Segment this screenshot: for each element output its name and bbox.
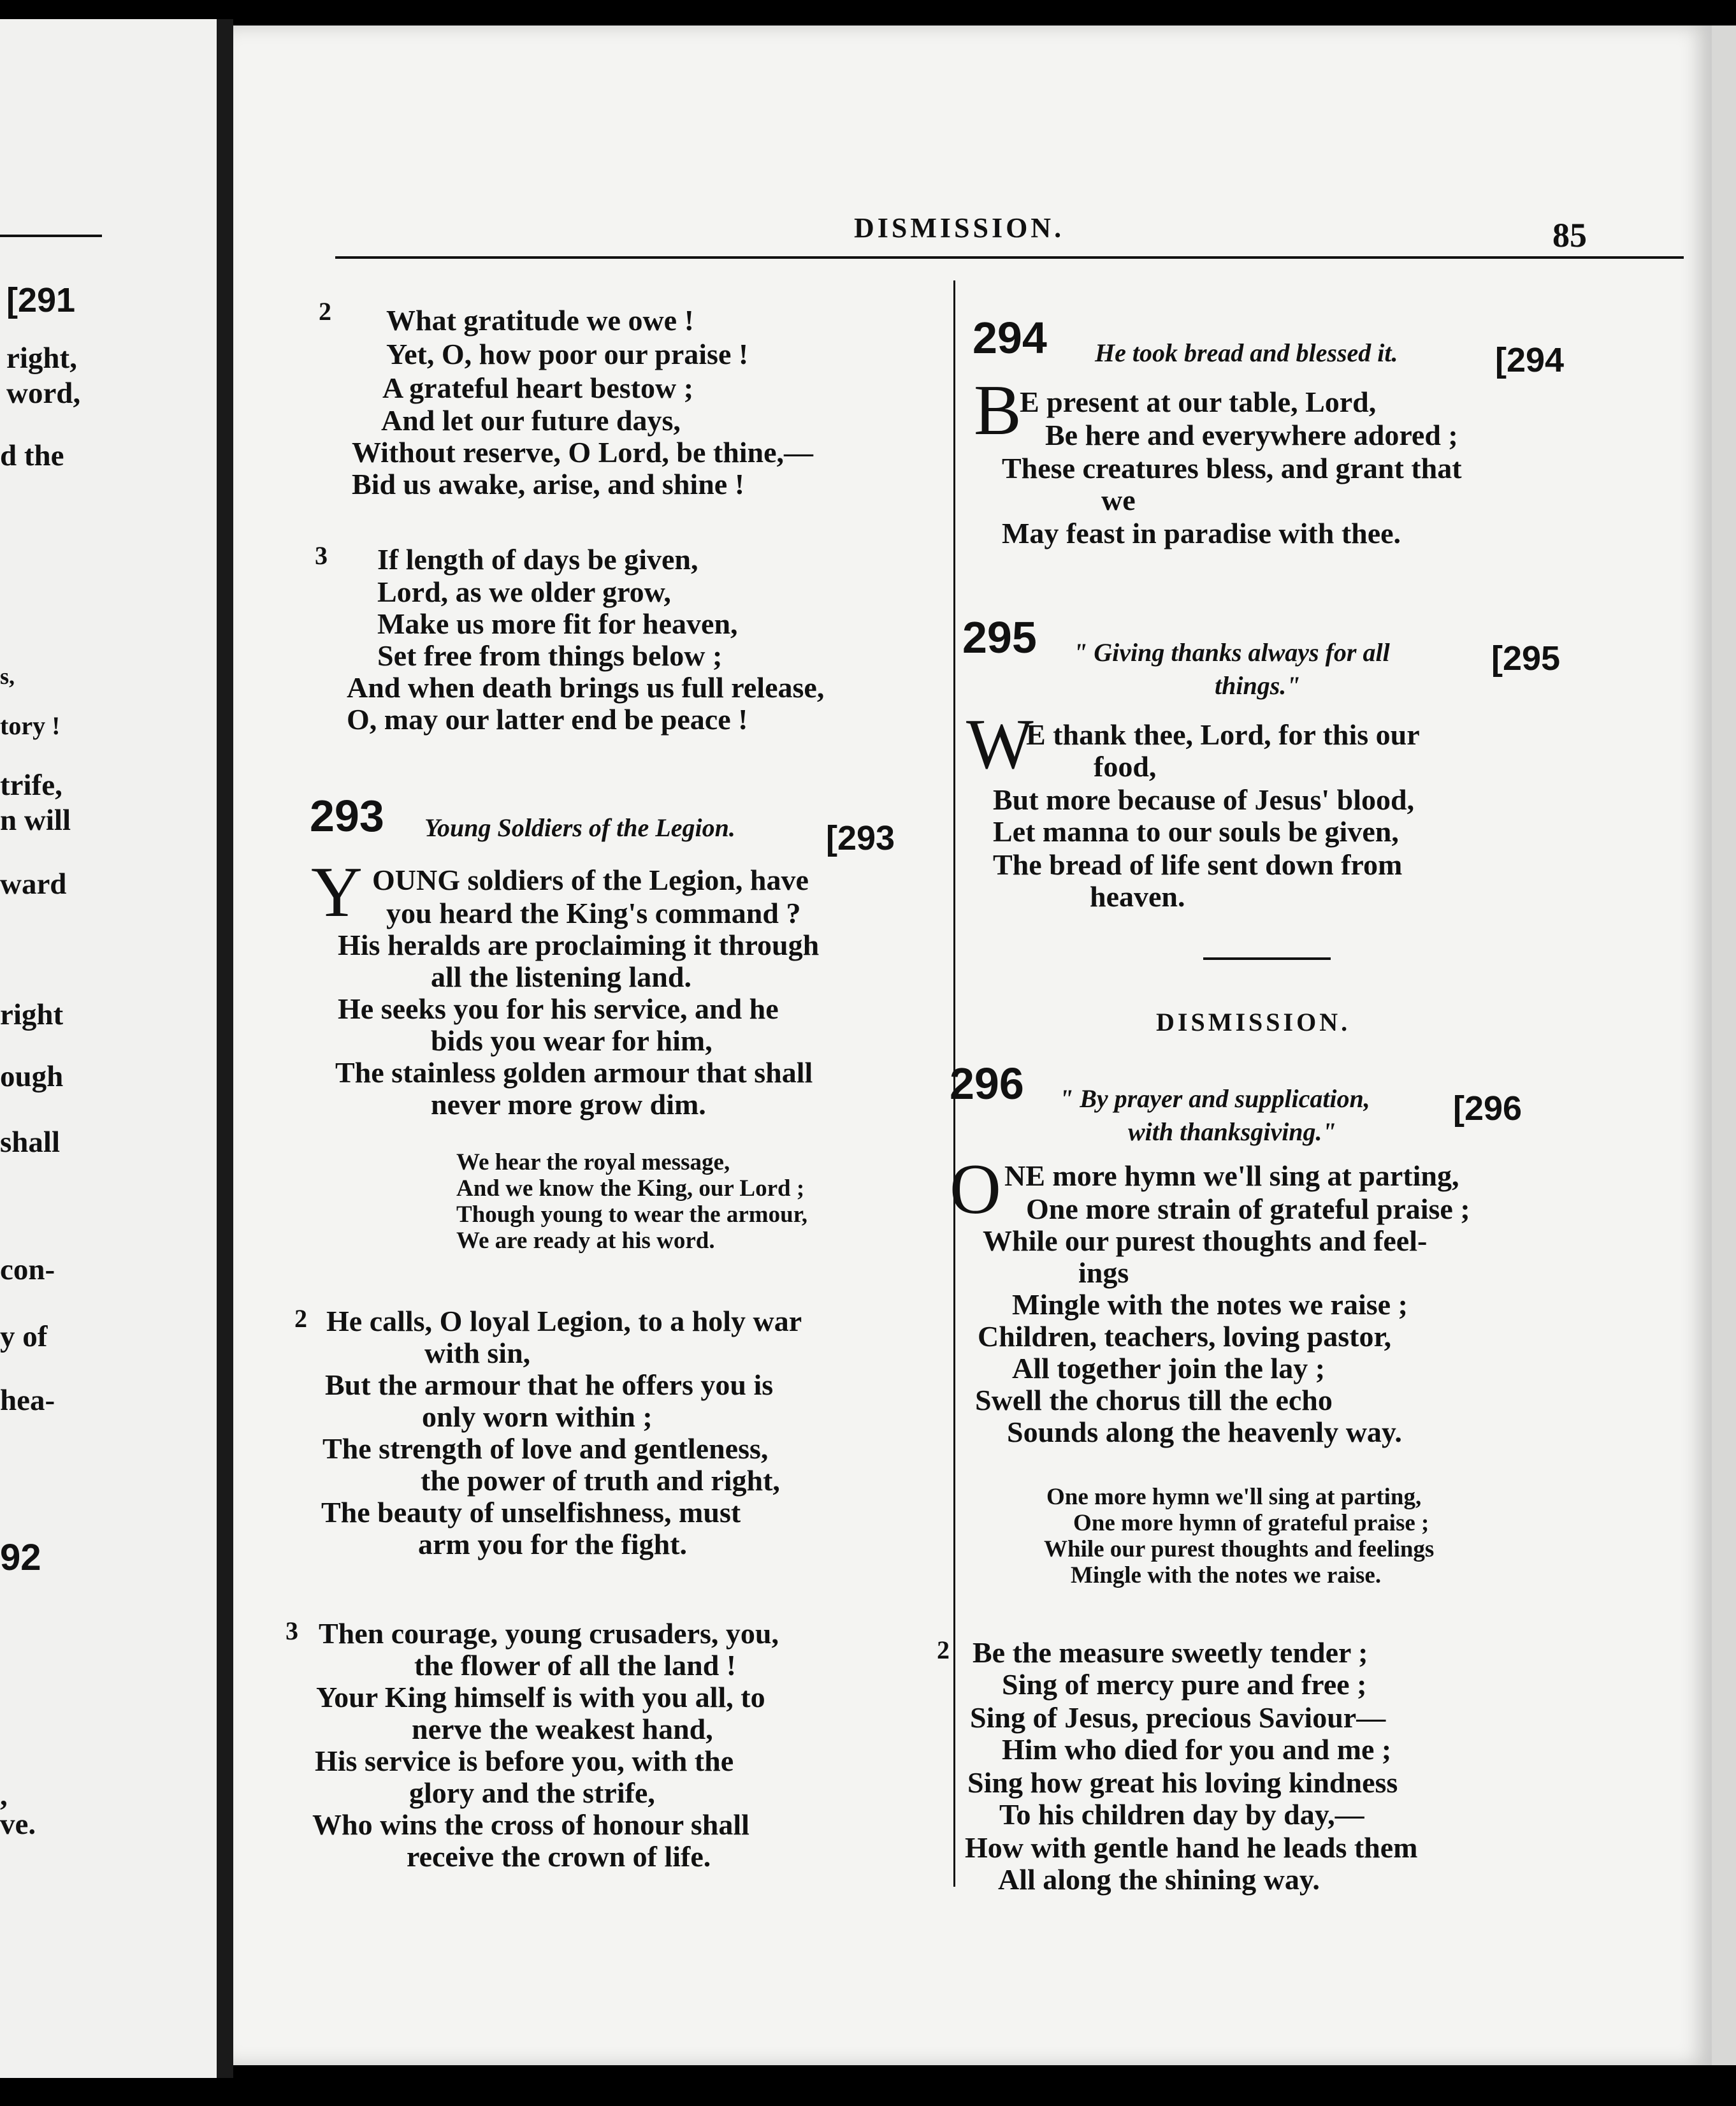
verse-line: Let manna to our souls be given, bbox=[993, 815, 1399, 848]
verse-line: He calls, O loyal Legion, to a holy war bbox=[326, 1305, 802, 1337]
drop-cap: W bbox=[966, 705, 1034, 784]
verse-line: May feast in paradise with thee. bbox=[1002, 517, 1401, 549]
verse-line: with sin, bbox=[424, 1337, 531, 1369]
verse-line: nerve the weakest hand, bbox=[412, 1713, 713, 1745]
verse-number: 2 bbox=[319, 297, 331, 326]
verse-line: never more grow dim. bbox=[431, 1088, 706, 1121]
hymn-title: things." bbox=[1215, 671, 1301, 700]
left-fragment: y of bbox=[0, 1320, 48, 1353]
verse-line: Mingle with the notes we raise ; bbox=[1012, 1288, 1408, 1321]
section-heading: DISMISSION. bbox=[1156, 1008, 1351, 1036]
verse-line: While our purest thoughts and feel- bbox=[983, 1224, 1428, 1257]
left-fragment: [291 bbox=[6, 281, 76, 319]
verse-line: Who wins the cross of honour shall bbox=[312, 1808, 749, 1841]
verse-line: But more because of Jesus' blood, bbox=[993, 783, 1415, 816]
verse-number: 2 bbox=[294, 1304, 307, 1333]
verse-line: Swell the chorus till the echo bbox=[975, 1384, 1333, 1416]
verse-line: One more strain of grateful praise ; bbox=[1026, 1193, 1470, 1225]
verse-line: And let our future days, bbox=[381, 404, 681, 437]
verse-line: Him who died for you and me ; bbox=[1002, 1733, 1392, 1766]
left-fragment: hea- bbox=[0, 1384, 55, 1417]
verse-line: Sing of mercy pure and free ; bbox=[1002, 1668, 1367, 1701]
hymn-reference: [293 bbox=[826, 819, 895, 857]
verse-line: He seeks you for his service, and he bbox=[338, 992, 779, 1025]
verse-line: all the listening land. bbox=[431, 961, 691, 993]
left-fragment: n will bbox=[0, 804, 71, 837]
verse-line: Yet, O, how poor our praise ! bbox=[386, 338, 749, 370]
verse-line: only worn within ; bbox=[422, 1400, 653, 1433]
left-fragment: right, bbox=[6, 342, 77, 375]
hymn-reference: [295 bbox=[1491, 639, 1561, 678]
drop-cap: O bbox=[950, 1150, 1001, 1229]
left-fragment: word, bbox=[6, 377, 81, 410]
verse-number: 2 bbox=[937, 1636, 950, 1664]
hymn-number: 295 bbox=[962, 613, 1037, 662]
verse-line: NE more hymn we'll sing at parting, bbox=[1004, 1159, 1459, 1192]
verse-line: receive the crown of life. bbox=[407, 1840, 711, 1873]
verse-line: bids you wear for him, bbox=[431, 1024, 712, 1057]
book-gutter bbox=[217, 19, 233, 2078]
chorus-line: Though young to wear the armour, bbox=[456, 1202, 807, 1228]
verse-line: arm you for the fight. bbox=[418, 1528, 688, 1560]
hymn-number: 294 bbox=[973, 313, 1047, 363]
left-fragment: 92 bbox=[0, 1537, 41, 1578]
verse-line: The beauty of unselfishness, must bbox=[321, 1496, 741, 1529]
left-fragment: , bbox=[0, 1779, 8, 1812]
chorus-line: And we know the King, our Lord ; bbox=[456, 1175, 805, 1202]
hymn-reference: [296 bbox=[1453, 1089, 1523, 1128]
left-fragment: s, bbox=[0, 664, 15, 689]
verse-line: we bbox=[1101, 484, 1136, 516]
left-fragment: right bbox=[0, 998, 64, 1031]
verse-line: A grateful heart bestow ; bbox=[382, 372, 694, 404]
verse-line: And when death brings us full release, bbox=[347, 671, 825, 704]
chorus-line: We are ready at his word. bbox=[456, 1228, 715, 1254]
verse-line: If length of days be given, bbox=[377, 543, 698, 576]
left-page bbox=[0, 19, 217, 2078]
hymn-title: Young Soldiers of the Legion. bbox=[424, 813, 735, 842]
verse-line: the power of truth and right, bbox=[421, 1464, 780, 1497]
verse-line: His heralds are proclaiming it through bbox=[338, 929, 820, 961]
verse-line: Lord, as we older grow, bbox=[377, 576, 671, 608]
verse-line: OUNG soldiers of the Legion, have bbox=[372, 864, 809, 896]
section-rule bbox=[1203, 957, 1331, 960]
verse-line: heaven. bbox=[1090, 880, 1185, 913]
verse-line: Children, teachers, loving pastor, bbox=[978, 1320, 1392, 1353]
verse-line: Make us more fit for heaven, bbox=[377, 607, 738, 640]
left-fragment: shall bbox=[0, 1126, 61, 1159]
left-fragment: ward bbox=[0, 868, 67, 901]
hymn-number: 296 bbox=[950, 1059, 1024, 1108]
verse-line: you heard the King's command ? bbox=[386, 897, 801, 929]
hymn-title: " Giving thanks always for all bbox=[1073, 638, 1390, 667]
verse-line: Sing how great his loving kindness bbox=[967, 1766, 1398, 1799]
page-number: 85 bbox=[1552, 216, 1587, 254]
header-rule bbox=[335, 256, 1684, 259]
verse-line: What gratitude we owe ! bbox=[386, 304, 694, 337]
verse-line: Bid us awake, arise, and shine ! bbox=[352, 468, 745, 500]
main-page bbox=[233, 25, 1712, 2065]
chorus-line: While our purest thoughts and feelings bbox=[1044, 1536, 1435, 1562]
verse-line: The bread of life sent down from bbox=[993, 848, 1403, 881]
left-fragment: con- bbox=[0, 1253, 55, 1286]
hymn-title: with thanksgiving." bbox=[1128, 1117, 1336, 1146]
verse-line: How with gentle hand he leads them bbox=[965, 1831, 1418, 1864]
drop-cap: B bbox=[974, 371, 1022, 450]
verse-line: O, may our latter end be peace ! bbox=[347, 703, 748, 736]
verse-line: Set free from things below ; bbox=[377, 639, 723, 672]
verse-line: food, bbox=[1094, 750, 1157, 783]
page-edge bbox=[1712, 25, 1736, 2065]
left-fragment: tory ! bbox=[0, 711, 61, 740]
hymn-title: He took bread and blessed it. bbox=[1095, 338, 1398, 367]
verse-line: All along the shining way. bbox=[998, 1863, 1320, 1896]
verse-line: E present at our table, Lord, bbox=[1020, 386, 1377, 418]
verse-number: 3 bbox=[315, 541, 328, 570]
verse-line: The stainless golden armour that shall bbox=[335, 1056, 813, 1089]
left-fragment: ough bbox=[0, 1060, 64, 1093]
verse-line: ings bbox=[1078, 1256, 1129, 1289]
verse-line: His service is before you, with the bbox=[315, 1745, 734, 1777]
chorus-line: We hear the royal message, bbox=[456, 1149, 730, 1175]
verse-line: Be the measure sweetly tender ; bbox=[973, 1636, 1368, 1669]
verse-number: 3 bbox=[286, 1616, 298, 1645]
running-header: DISMISSION. bbox=[854, 212, 1065, 243]
verse-line: Sounds along the heavenly way. bbox=[1007, 1416, 1402, 1448]
drop-cap: Y bbox=[311, 853, 363, 932]
verse-line: Sing of Jesus, precious Saviour— bbox=[970, 1701, 1386, 1734]
chorus-line: Mingle with the notes we raise. bbox=[1071, 1562, 1382, 1588]
verse-line: glory and the strife, bbox=[409, 1776, 655, 1809]
chorus-line: One more hymn we'll sing at parting, bbox=[1046, 1484, 1422, 1510]
verse-line: To his children day by day,— bbox=[999, 1798, 1364, 1831]
hymn-number: 293 bbox=[310, 791, 384, 841]
left-page-rule bbox=[0, 235, 102, 237]
left-fragment: ve. bbox=[0, 1808, 36, 1841]
verse-line: All together join the lay ; bbox=[1012, 1352, 1326, 1384]
verse-line: E thank thee, Lord, for this our bbox=[1026, 718, 1420, 751]
left-fragment: d the bbox=[0, 439, 64, 472]
verse-line: But the armour that he offers you is bbox=[325, 1369, 774, 1401]
hymn-title: " By prayer and supplication, bbox=[1059, 1084, 1370, 1113]
hymn-reference: [294 bbox=[1495, 341, 1565, 379]
verse-line: Then courage, young crusaders, you, bbox=[319, 1617, 779, 1650]
chorus-line: One more hymn of grateful praise ; bbox=[1073, 1510, 1429, 1536]
left-fragment: trife, bbox=[0, 769, 62, 802]
verse-line: Be here and everywhere adored ; bbox=[1045, 419, 1458, 451]
verse-line: Without reserve, O Lord, be thine,— bbox=[352, 436, 814, 468]
verse-line: These creatures bless, and grant that bbox=[1002, 452, 1462, 484]
verse-line: Your King himself is with you all, to bbox=[316, 1681, 765, 1713]
verse-line: the flower of all the land ! bbox=[414, 1649, 737, 1681]
verse-line: The strength of love and gentleness, bbox=[322, 1432, 769, 1465]
